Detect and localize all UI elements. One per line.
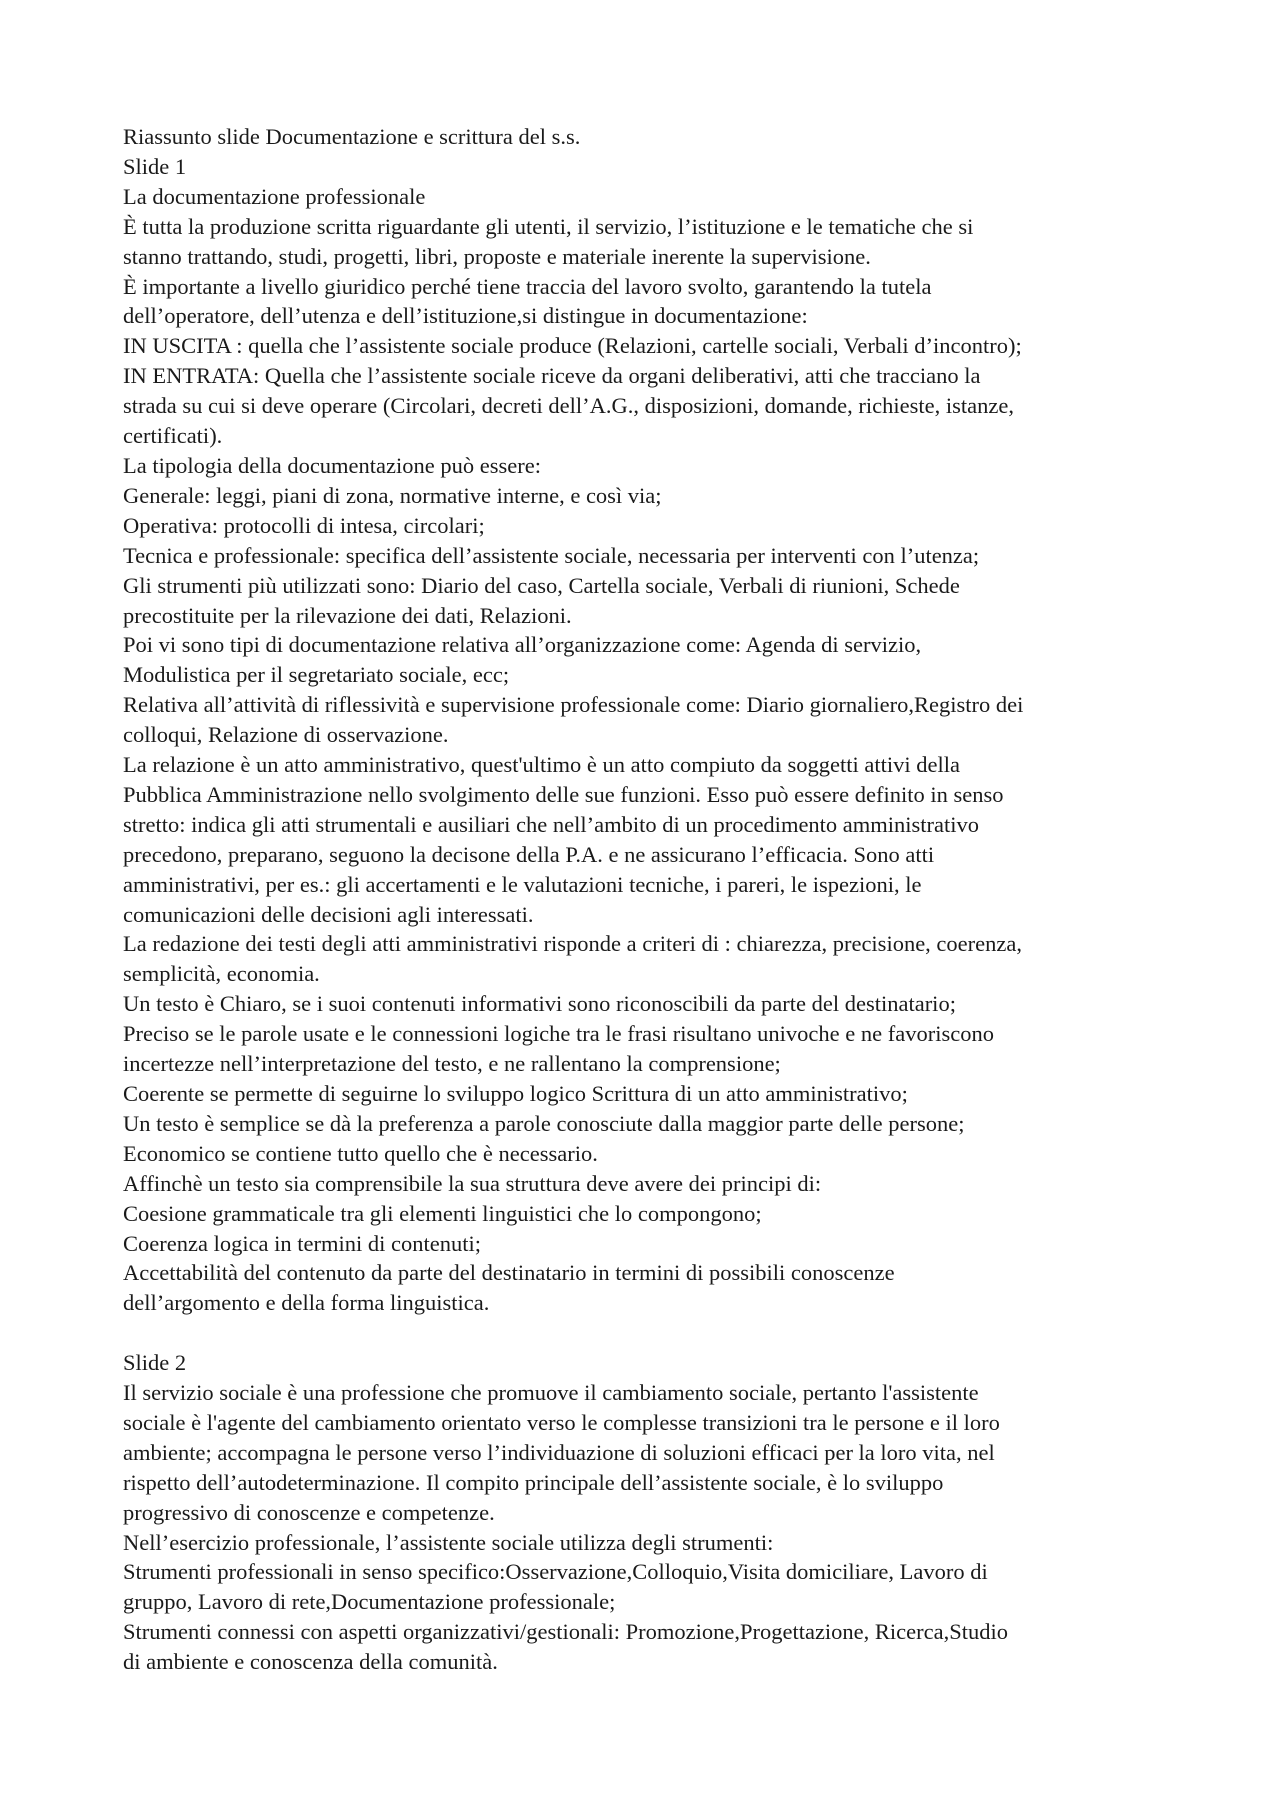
text-line: Modulistica per il segretariato sociale, ecc; bbox=[123, 662, 510, 688]
document-page bbox=[123, 122, 1173, 1677]
text-line: Accettabilità del contenuto da parte del destinatario in termini di possibili conoscenze bbox=[123, 1260, 895, 1286]
text-line: Coesione grammaticale tra gli elementi linguistici che lo compongono; bbox=[123, 1200, 762, 1226]
section-heading-slide-1: Slide 1 bbox=[123, 153, 187, 179]
text-line: È importante a livello giuridico perché tiene traccia del lavoro svolto, garantendo la tutela bbox=[123, 273, 932, 299]
text-line: È tutta la produzione scritta riguardante gli utenti, il servizio, l’istituzione e le tematiche che si bbox=[123, 213, 974, 239]
text-line: Tecnica e professionale: specifica dell’assistente sociale, necessaria per interventi con l’utenza; bbox=[123, 542, 980, 568]
text-line: La redazione dei testi degli atti amministrativi risponde a criteri di : chiarezza, precisione, coerenza, bbox=[123, 931, 1022, 957]
text-line: semplicità, economia. bbox=[123, 961, 320, 987]
text-line: incertezze nell’interpretazione del testo, e ne rallentano la comprensione; bbox=[123, 1051, 781, 1077]
text-line: Un testo è Chiaro, se i suoi contenuti informativi sono riconoscibili da parte del destinatario; bbox=[123, 991, 956, 1017]
text-line: La tipologia della documentazione può essere: bbox=[123, 452, 541, 478]
text-line: dell’argomento e della forma linguistica. bbox=[123, 1290, 490, 1316]
text-line: Preciso se le parole usate e le connessioni logiche tra le frasi risultano univoche e ne favoriscono bbox=[123, 1021, 994, 1047]
text-line: Operativa: protocolli di intesa, circolari; bbox=[123, 512, 485, 538]
text-line: precedono, preparano, seguono la decisone della P.A. e ne assicurano l’efficacia. Sono atti bbox=[123, 841, 935, 867]
subheading-documentazione-professionale: La documentazione professionale bbox=[123, 183, 426, 209]
document-title: Riassunto slide Documentazione e scrittura del s.s. bbox=[123, 124, 581, 149]
text-line: Nell’esercizio professionale, l’assistente sociale utilizza degli strumenti: bbox=[123, 1529, 774, 1555]
text-line: strada su cui si deve operare (Circolari, decreti dell’A.G., disposizioni, domande, richieste, istanze, bbox=[123, 393, 1014, 419]
text-line: stretto: indica gli atti strumentali e ausiliari che nell’ambito di un procedimento amministrativo bbox=[123, 811, 980, 837]
text-line: Gli strumenti più utilizzati sono: Diario del caso, Cartella sociale, Verbali di riunioni, Schede bbox=[123, 572, 960, 598]
text-line: sociale è l'agente del cambiamento orientato verso le complesse transizioni tra le persone e il loro bbox=[123, 1409, 1000, 1435]
text-line: dell’operatore, dell’utenza e dell’istituzione,si distingue in documentazione: bbox=[123, 303, 808, 329]
text-line: rispetto dell’autodeterminazione. Il compito principale dell’assistente sociale, è lo sviluppo bbox=[123, 1469, 944, 1495]
text-line: colloqui, Relazione di osservazione. bbox=[123, 722, 449, 748]
text-line: comunicazioni delle decisioni agli interessati. bbox=[123, 901, 534, 927]
text-line: Coerenza logica in termini di contenuti; bbox=[123, 1230, 482, 1256]
text-line: IN ENTRATA: Quella che l’assistente sociale riceve da organi deliberativi, atti che tracciano la bbox=[123, 363, 981, 389]
text-line: ambiente; accompagna le persone verso l’individuazione di soluzioni efficaci per la loro vita, nel bbox=[123, 1439, 995, 1465]
text-line: La relazione è un atto amministrativo, quest'ultimo è un atto compiuto da soggetti attivi della bbox=[123, 752, 960, 778]
text-line: certificati). bbox=[123, 423, 223, 449]
text-line: Coerente se permette di seguirne lo sviluppo logico Scrittura di un atto amministrativo; bbox=[123, 1081, 908, 1106]
text-line: Pubblica Amministrazione nello svolgimento delle sue funzioni. Esso può essere definito in senso bbox=[123, 781, 1004, 807]
text-line: Affinchè un testo sia comprensibile la sua struttura deve avere dei principi di: bbox=[123, 1170, 822, 1196]
blank-line bbox=[123, 1318, 1173, 1348]
section-heading-slide-2: Slide 2 bbox=[123, 1350, 187, 1376]
text-line: amministrativi, per es.: gli accertamenti e le valutazioni tecniche, i pareri, le ispezioni, le bbox=[123, 871, 922, 897]
text-line: Generale: leggi, piani di zona, normative interne, e così via; bbox=[123, 482, 662, 508]
text-line: precostituite per la rilevazione dei dati, Relazioni. bbox=[123, 602, 572, 628]
text-line: Poi vi sono tipi di documentazione relativa all’organizzazione come: Agenda di servizio, bbox=[123, 632, 922, 658]
text-line: Un testo è semplice se dà la preferenza a parole conosciute dalla maggior parte delle persone; bbox=[123, 1110, 965, 1136]
text-line: IN USCITA : quella che l’assistente sociale produce (Relazioni, cartelle sociali, Verbali d’incontro); bbox=[123, 333, 1022, 359]
text-line: progressivo di conoscenze e competenze. bbox=[123, 1499, 495, 1525]
text-line: Il servizio sociale è una professione che promuove il cambiamento sociale, pertanto l'assistente bbox=[123, 1380, 979, 1406]
text-line: di ambiente e conoscenza della comunità. bbox=[123, 1649, 498, 1675]
text-line: Strumenti professionali in senso specifico:Osservazione,Colloquio,Visita domiciliare, Lavoro di bbox=[123, 1559, 988, 1585]
text-line: gruppo, Lavoro di rete,Documentazione professionale; bbox=[123, 1589, 616, 1615]
text-line: Economico se contiene tutto quello che è necessario. bbox=[123, 1140, 598, 1166]
text-line: stanno trattando, studi, progetti, libri, proposte e materiale inerente la supervisione. bbox=[123, 243, 871, 269]
text-line: Relativa all’attività di riflessività e supervisione professionale come: Diario giornaliero,Registro dei bbox=[123, 692, 1024, 718]
text-line: Strumenti connessi con aspetti organizzativi/gestionali: Promozione,Progettazione, Ricerca,Studio bbox=[123, 1619, 1009, 1645]
